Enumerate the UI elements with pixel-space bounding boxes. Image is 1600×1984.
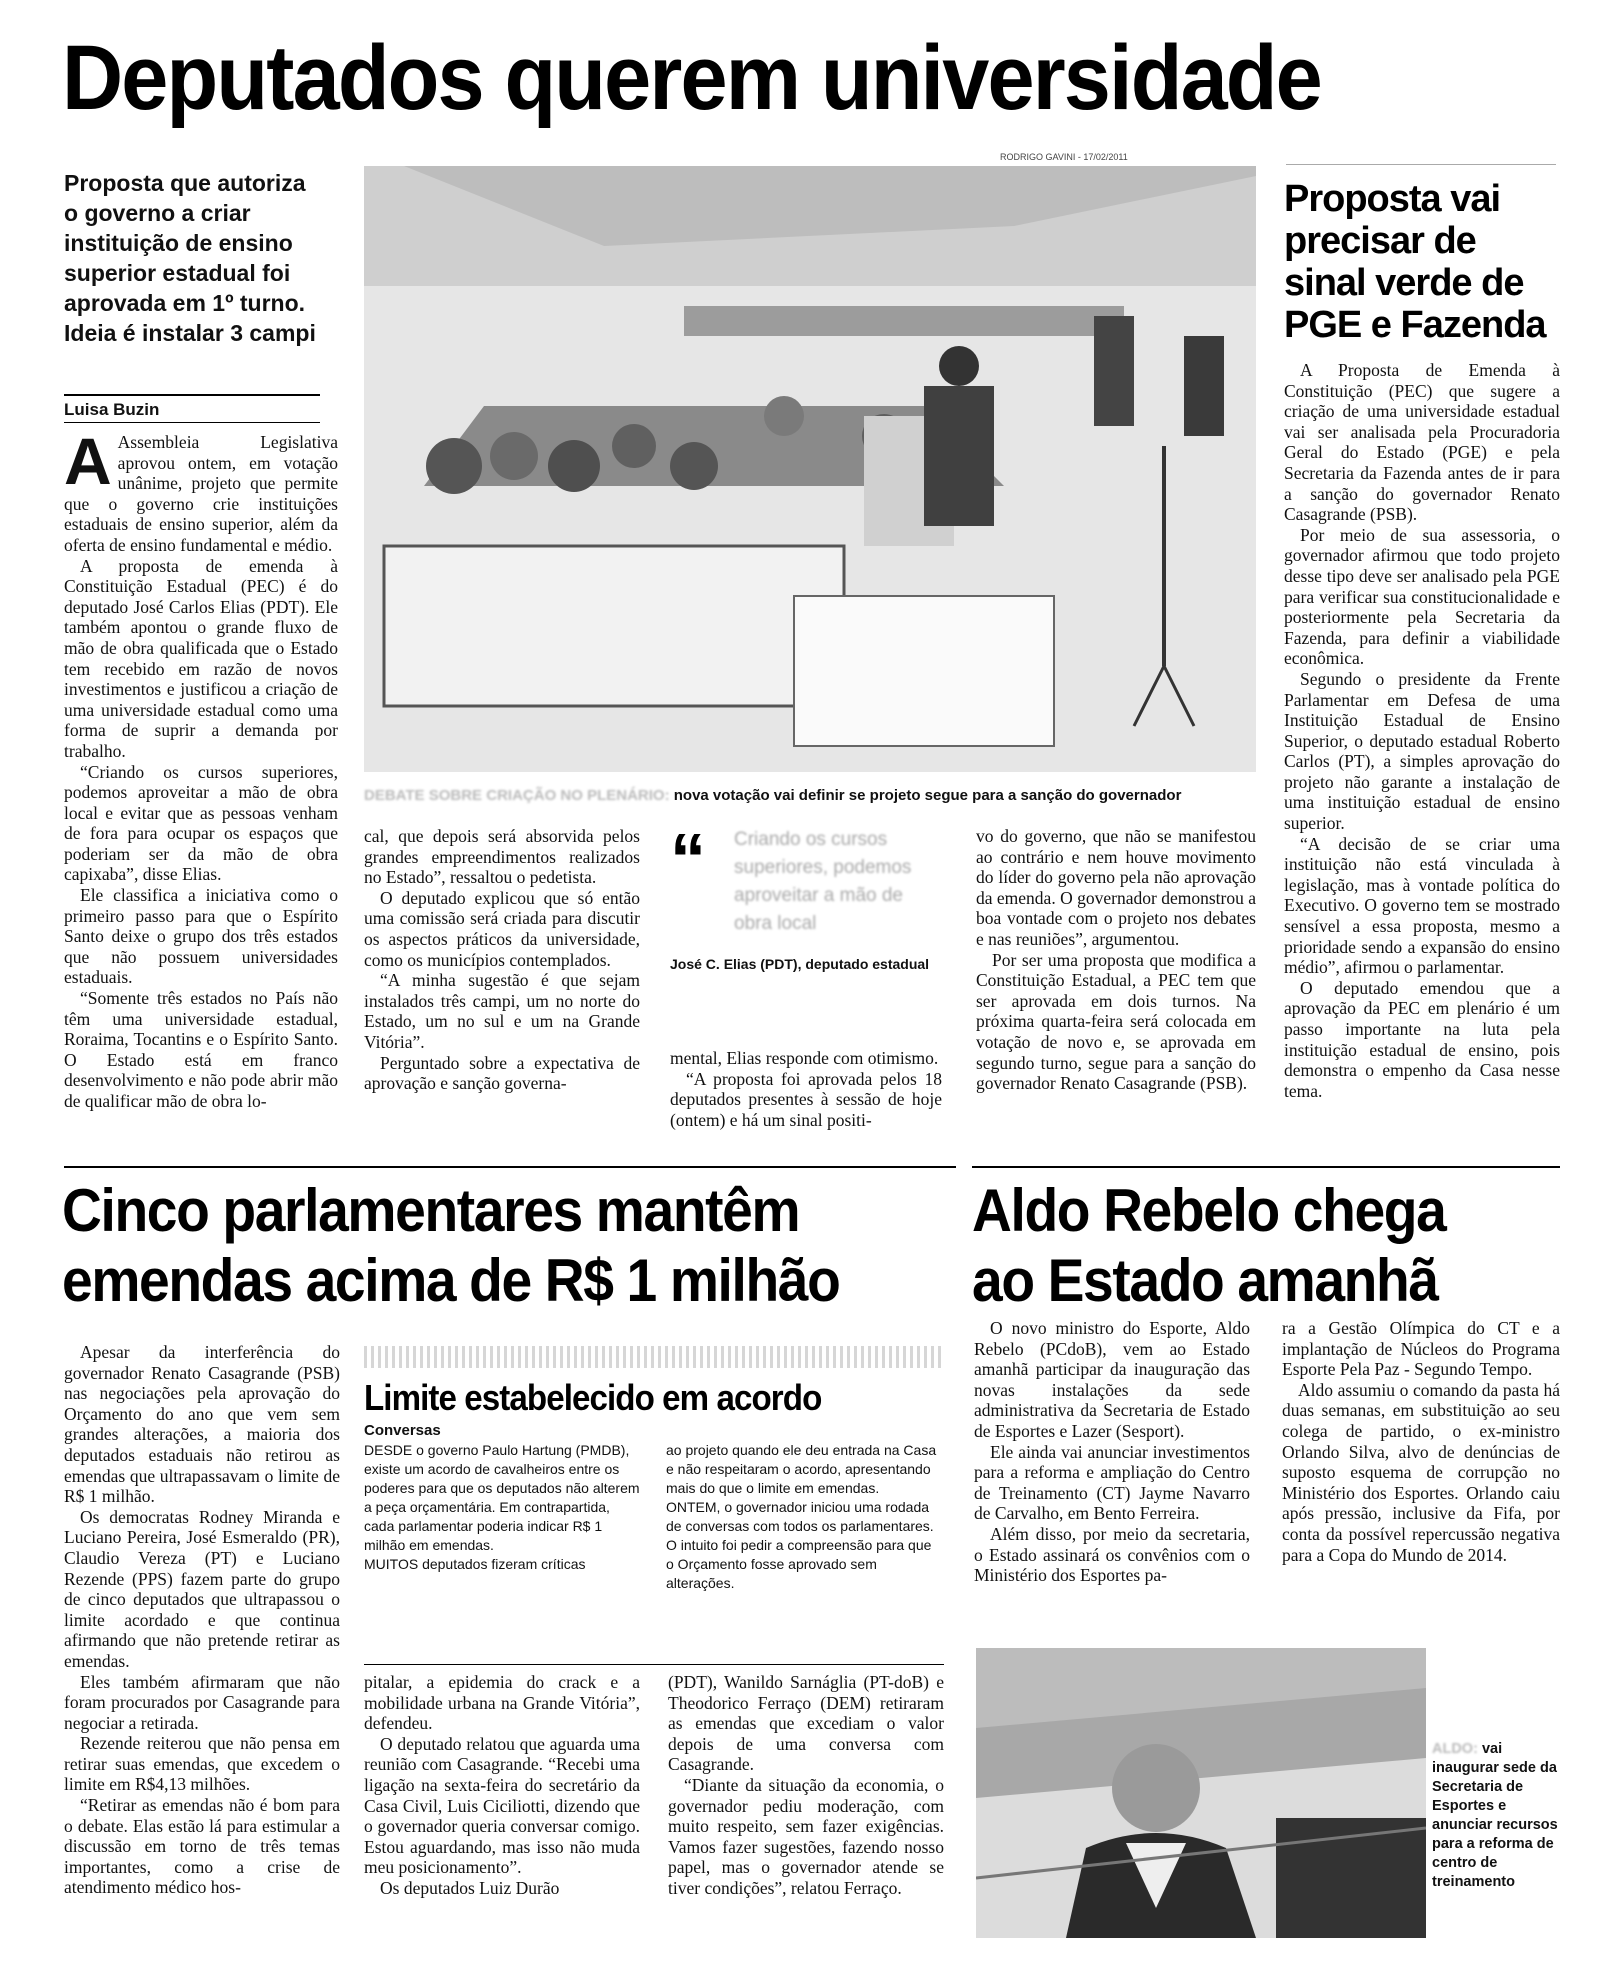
- story1-col2-p2: O deputado explicou que só então uma comissão será criada para discutir os aspectos práticos da universidade, como os municípios contemplados.: [364, 887, 640, 970]
- story1-column-1: [64, 424, 338, 1112]
- story1-column-2: [364, 826, 640, 1094]
- story1-col4-p2: Por ser uma proposta que modifica a Constituição Estadual, a PEC tem que ser aprovada em dois turnos. Na próxima quarta-feira será colocada em votação de novo e, se aprovada em segundo turno, segue para a sanção do governador Renato Casagrande (PSB).: [976, 949, 1256, 1094]
- minister-photo-caption-lead: ALDO:: [1432, 1741, 1482, 1757]
- info-box-left-p1: DESDE o governo Paulo Hartung (PMDB), existe um acordo de cavalheiros entre os poderes para que os deputados não alterem a peça orçamentária. Em contrapartida, cada parlamentar poderia indicar R$ 1 milhão em emendas.: [364, 1442, 640, 1553]
- story3-headline: [972, 1176, 1524, 1316]
- story2-col2-p2: O deputado relatou que aguarda uma reunião com Casagrande. “Recebi uma ligação na sexta-feira do secretário da Casa Civil, Luis Ciciliotti, dizendo que o governador queria conversar comigo. Estou aguardando, mas isso não muda meu posicionamento”.: [364, 1733, 640, 1878]
- story1-headline: Deputados querem universidade: [62, 27, 1321, 129]
- sidebar-p3: Segundo o presidente da Frente Parlamentar em Defesa de uma Instituição Estadual de Ensino Superior, o deputado estadual Roberto Carlos (PT), a simples aprovação do projeto não garante a instalação de uma instituição estadual de ensino superior.: [1284, 668, 1560, 834]
- pull-quote-text: Criando os cursos superiores, podemos aproveitar a mão de obra local: [734, 829, 912, 934]
- story1-column-4: [976, 826, 1256, 1094]
- story3-column-2: [1282, 1318, 1560, 1565]
- story1-column-3: [670, 1048, 942, 1130]
- story1-col4-p1: vo do governo, que não se manifestou ao contrário e nem houve movimento do líder do governo pela não aprovação da emenda. O governador demonstrou a boa vontade com o projeto nos debates e nas reuniões”, argumentou.: [976, 826, 1256, 949]
- sidebar-body: [1284, 360, 1560, 1101]
- story2-column-2: [364, 1672, 640, 1899]
- story2-col1-p1: Apesar da interferência do governador Renato Casagrande (PSB) nas negociações pela aprovação do Orçamento do ano que vem sem grandes alterações, a maioria dos deputados estaduais não retirou as emendas que ultrapassavam o limite de R$ 1 milhão.: [64, 1342, 340, 1507]
- story3-top-rule: [972, 1166, 1560, 1168]
- info-box-bottom-rule: [364, 1664, 944, 1665]
- info-box-label: Conversas: [364, 1422, 441, 1439]
- story3-col2-p1: ra a Gestão Olímpica do CT e a implantação de Núcleos do Programa Esporte Pela Paz - Segundo Tempo.: [1282, 1318, 1560, 1380]
- info-box-headline: Limite estabelecido em acordo: [364, 1377, 822, 1418]
- sidebar-p4: “A decisão de se criar uma instituição não está vinculada à legislação, mas à vontade política do Executivo. O governo tem se mostrado sensível a essa proposta, mesmo a prioridade sendo a expansão do ensino médio”, afirmou o parlamentar.: [1284, 833, 1560, 978]
- minister-photo: [976, 1648, 1426, 1938]
- story3-column-1: [974, 1318, 1250, 1586]
- sidebar-p2: Por meio de sua assessoria, o governador afirmou que todo projeto desse tipo deve ser analisado pela PGE para verificar sua constitucionalidade e posteriormente pela Secretaria da Fazenda, para definir a viabilidade econômica.: [1284, 524, 1560, 669]
- story2-headline-line1: Cinco parlamentares mantêm: [62, 1177, 800, 1244]
- quote-mark-icon: “: [670, 820, 705, 900]
- sidebar-p1: A Proposta de Emenda à Constituição (PEC) que sugere a criação de uma universidade estadual vai ser analisada pela Procuradoria Geral do Estado (PGE) e pela Secretaria da Fazenda antes de ir para a sanção do governador Renato Casagrande (PSB).: [1284, 360, 1560, 525]
- story2-col1-p2: Os democratas Rodney Miranda e Luciano Pereira, José Esmeraldo (PR), Claudio Vereza (PT) e Luciano Rezende (PPS) fazem parte do grupo de cinco deputados que ultrapassou o limite acordado e que continua afirmando que não pretende retirar as emendas.: [64, 1506, 340, 1671]
- story2-headline-line2: emendas acima de R$ 1 milhão: [62, 1247, 840, 1314]
- info-box-top-texture: [364, 1346, 944, 1368]
- story1-col3-p2: “A proposta foi aprovada pelos 18 deputados presentes à sessão de hoje (ontem) e há um sinal positi-: [670, 1068, 942, 1130]
- story1-col1-p5: “Somente três estados no País não têm uma universidade estadual, Roraima, Tocantins e o Espírito Santo. O Estado está em franco desenvolvimento e não pode abrir mão de qualificar mão de obra lo-: [64, 988, 338, 1111]
- info-box-right-p2: ONTEM, o governador iniciou uma rodada de conversas com todos os parlamentares. O intuito foi pedir a compreensão para que o Orçamento fosse aprovado sem alterações.: [666, 1499, 934, 1591]
- plenary-photo-caption-text: nova votação vai definir se projeto segue para a sanção do governador: [669, 787, 1182, 804]
- story2-column-1: [64, 1342, 340, 1898]
- story3-col1-p1: O novo ministro do Esporte, Aldo Rebelo (PCdoB), vem ao Estado amanhã participar da inauguração das novas instalações da sede administrativa da Secretaria de Estado de Esportes e Lazer (Sesport).: [974, 1318, 1250, 1441]
- story1-deck: Proposta que autoriza o governo a criar instituição de ensino superior estadual foi aprovada em 1º turno. Ideia é instalar 3 campi: [64, 170, 316, 346]
- story2-column-3: [668, 1672, 944, 1899]
- plenary-photo-caption: [364, 786, 1256, 805]
- story1-dropcap: A: [64, 424, 112, 498]
- sidebar-headline: Proposta vai precisar de sinal verde de PGE e Fazenda: [1284, 178, 1546, 346]
- story1-pull-quote: [670, 820, 940, 972]
- info-box-left-p2: MUITOS deputados fizeram críticas: [364, 1556, 586, 1572]
- story2-col3-p1: (PDT), Wanildo Sarnáglia (PT-doB) e Theodorico Ferraço (DEM) retiraram as emendas que excediam o valor depois de uma conversa com Casagrande.: [668, 1672, 944, 1775]
- story2-col2-p3: Os deputados Luiz Durão: [380, 1877, 560, 1898]
- story1-photo-credit: RODRIGO GAVINI - 17/02/2011: [1000, 152, 1128, 162]
- story1-col2-p4: Perguntado sobre a expectativa de aprovação e sanção governa-: [364, 1052, 640, 1094]
- story1-byline: Luisa Buzin: [64, 400, 160, 419]
- story3-col2-p2: Aldo assumiu o comando da pasta há duas semanas, em substituição ao seu colega de partido, o ex-ministro Orlando Silva, alvo de denúncias de suposto esquema de corrupção no Ministério dos Esportes. Orlando caiu após pressão, inclusive da Fifa, por conta da possível repercussão negativa para a Copa do Mundo de 2014.: [1282, 1379, 1560, 1565]
- story2-col1-p5: “Retirar as emendas não é bom para o debate. Elas estão lá para estimular a discussão em torno de três temas importantes, como a crise de atendimento médico hos-: [64, 1795, 340, 1898]
- story2-col1-p3: Eles também afirmaram que não foram procurados por Casagrande para negociar a retirada.: [64, 1671, 340, 1733]
- story3-headline-line2: ao Estado amanhã: [972, 1247, 1438, 1314]
- story3-headline-line1: Aldo Rebelo chega: [972, 1177, 1446, 1244]
- story1-col2-p1: cal, que depois será absorvida pelos grandes empreendimentos realizados no Estado”, ressaltou o pedetista.: [364, 826, 640, 888]
- story2-col2-p1: pitalar, a epidemia do crack e a mobilidade urbana na Grande Vitória”, defendeu.: [364, 1672, 640, 1734]
- story2-info-box: [364, 1346, 944, 1593]
- info-box-columns: [364, 1441, 944, 1593]
- minister-photo-caption: [1432, 1740, 1560, 1892]
- story1-col2-p3: “A minha sugestão é que sejam instalados três campi, um no norte do Estado, um no sul e um na Grande Vitória”.: [364, 970, 640, 1052]
- story1-col1-p4: Ele classifica a iniciativa como o primeiro passo para que o Espírito Santo deixe o grupo dos três estados que não possuem universidades estaduais.: [64, 885, 338, 988]
- story2-top-rule: [64, 1166, 956, 1168]
- plenary-photo-caption-lead: DEBATE SOBRE CRIAÇÃO NO PLENÁRIO:: [364, 787, 670, 804]
- info-box-left: [364, 1441, 640, 1593]
- plenary-photo: [364, 166, 1256, 772]
- info-box-right-p1: ao projeto quando ele deu entrada na Casa e não respeitaram o acordo, apresentando mais do que o limite em emendas.: [666, 1442, 937, 1496]
- story3-col1-p2: Ele ainda vai anunciar investimentos para a reforma e ampliação do Centro de Treinamento (CT) Jayme Navarro de Carvalho, em Bento Ferreira.: [974, 1441, 1250, 1524]
- pull-quote-attribution: José C. Elias (PDT), deputado estadual: [670, 956, 930, 972]
- minister-photo-caption-text: vai inaugurar sede da Secretaria de Esportes e anunciar recursos para a reforma de centro de treinamento: [1432, 1741, 1558, 1890]
- sidebar-top-rule: [1286, 164, 1556, 165]
- story2-col3-p2: “Diante da situação da economia, o governador pediu moderação, com muito respeito, sem fazer exigências. Vamos fazer sugestões, fazendo nosso papel, mas o governador atende se tiver condições”, relatou Ferraço.: [668, 1774, 944, 1898]
- sidebar-p5: O deputado emendou que a aprovação da PEC em plenário é um passo importante na luta pela instituição estadual de ensino, pois demonstra o empenho da Casa nesse tema.: [1284, 977, 1560, 1101]
- story3-col1-p3: Além disso, por meio da secretaria, o Estado assinará os convênios com o Ministério dos Esportes pa-: [974, 1523, 1250, 1586]
- story2-headline: [62, 1176, 890, 1316]
- story1-col3-p1: mental, Elias responde com otimismo.: [670, 1048, 939, 1068]
- minister-photo-illustration: [976, 1648, 1426, 1938]
- story2-col1-p4: Rezende reiterou que não pensa em retirar suas emendas, que excedem o limite em R$4,13 milhões.: [64, 1733, 340, 1795]
- info-box-right: [666, 1441, 942, 1593]
- story1-col1-p3: “Criando os cursos superiores, podemos aproveitar a mão de obra local e evitar que as pessoas venham de fora para ocupar os espaços que poderiam ser da mão de obra capixaba”, disse Elias.: [64, 761, 338, 885]
- story1-deck-rule: [64, 394, 320, 396]
- plenary-photo-illustration: [364, 166, 1256, 772]
- story1-byline-rule: [64, 422, 320, 423]
- story1-col1-p1: A Assembleia Legislativa aprovou ontem, em votação unânime, projeto que permite que o governo crie instituições estaduais de ensino superior, além da oferta de ensino fundamental e médio.: [64, 424, 338, 555]
- story1-col1-p2: A proposta de emenda à Constituição Estadual (PEC) é do deputado José Carlos Elias (PDT). Ele também apontou o grande fluxo de mão de obra qualificada que o Estado tem recebido em razão de novos investimentos e justificou a criação de uma universidade estadual como uma forma de suprir a demanda por trabalho.: [64, 555, 338, 761]
